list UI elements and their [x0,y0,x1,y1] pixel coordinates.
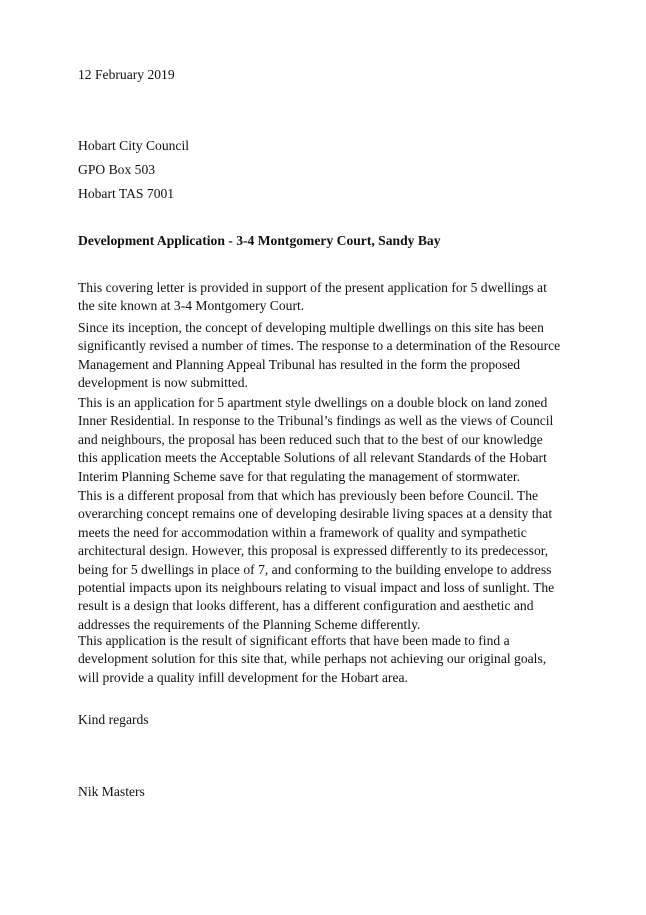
paragraph-line: This is an application for 5 apartment style dwellings on a double block on land zoned [78,395,548,410]
paragraph-line: this application meets the Acceptable Solutions of all relevant Standards of the Hobart [78,450,547,466]
body-paragraph-3 [78,394,578,486]
recipient-address-line-1: GPO Box 503 [78,162,156,177]
closing-salutation: Kind regards [78,712,149,727]
paragraph-line: This is a different proposal from that which has previously been before Council. The [78,488,539,503]
paragraph-line: Interim Planning Scheme save for that regulating the management of stormwater. [78,468,521,484]
paragraph-line: This covering letter is provided in support of the present application for 5 dwellings at [78,280,547,295]
paragraph-line: Inner Residential. In response to the Tribunal’s findings as well as the views of Council [78,413,554,429]
paragraph-line: Management and Planning Appeal Tribunal has resulted in the form the proposed [78,356,521,372]
body-paragraph-1 [78,279,578,316]
paragraph-line: This application is the result of significant efforts that have been made to find a [78,633,510,648]
paragraph-line: the site known at 3-4 Montgomery Court. [78,298,305,314]
paragraph-line: development is now submitted. [78,375,248,391]
recipient-name: Hobart City Council [78,138,190,153]
body-paragraph-5 [78,632,578,687]
paragraph-line: development solution for this site that, while perhaps not achieving our original goals, [78,651,547,667]
paragraph-line: overarching concept remains one of developing desirable living spaces at a density that [78,506,553,522]
body-paragraph-2 [78,319,578,393]
recipient-address-line-2: Hobart TAS 7001 [78,186,175,201]
body-paragraph-4 [78,487,578,634]
paragraph-line: addresses the requirements of the Planning Scheme differently. [78,616,421,632]
paragraph-line: Since its inception, the concept of developing multiple dwellings on this site has been [78,320,544,335]
paragraph-line: architectural design. However, this proposal is expressed differently to its predecessor, [78,543,549,559]
paragraph-line: will provide a quality infill development for the Hobart area. [78,669,408,685]
paragraph-line: potential impacts upon its neighbours relating to visual impact and loss of sunlight. The [78,580,555,596]
paragraph-line: meets the need for accommodation within a framework of quality and sympathetic [78,524,527,540]
paragraph-line: result is a design that looks different, has a different configuration and aesthetic and [78,598,534,614]
letter-subject: Development Application - 3-4 Montgomery Court, Sandy Bay [78,233,441,248]
paragraph-line: significantly revised a number of times. The response to a determination of the Resource [78,338,561,354]
paragraph-line: and neighbours, the proposal has been reduced such that to the best of our knowledge [78,431,543,447]
letter-date: 12 February 2019 [78,67,175,82]
paragraph-line: being for 5 dwellings in place of 7, and conforming to the building envelope to address [78,561,552,577]
signatory-name: Nik Masters [78,784,145,799]
